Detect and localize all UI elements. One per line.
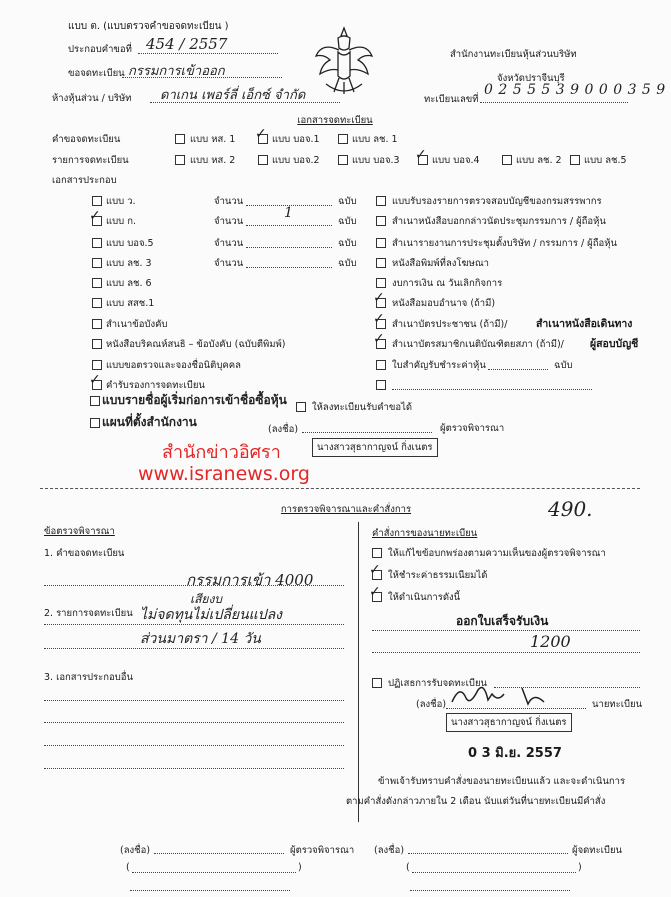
docs-label: เอกสารประกอบ: [52, 175, 117, 186]
doc-label: หนังสือบริคณห์สนธิ – ข้อบังคับ (ฉบับตีพิมพ์): [106, 339, 286, 350]
doc-label: แบบรับรองรายการตรวจสอบบัญชีของกรมสรรพากร: [392, 196, 602, 207]
footer-right-role: ผู้จดทะเบียน: [572, 845, 623, 856]
order-label: ให้ชำระค่าธรรมเนียมได้: [388, 570, 488, 581]
req-row-label: คำขอจดทะเบียน: [52, 134, 121, 145]
checkbox-item-boj2[interactable]: [258, 155, 268, 165]
qty-line[interactable]: [246, 247, 332, 248]
qty-unit: ฉบับ: [338, 238, 357, 249]
doc-label: แบบ ลช. 6: [106, 278, 152, 289]
qty-line[interactable]: [246, 267, 332, 268]
qty-label: จำนวน: [214, 196, 244, 207]
qty-value[interactable]: 1: [284, 205, 293, 221]
order-label: ให้แก้ไขข้อบกพร่องตามความเห็นของผู้ตรวจพิจารณา: [388, 548, 606, 559]
checkbox-item-boj3[interactable]: [338, 155, 348, 165]
check-mark-icon: ✓: [255, 126, 267, 142]
footer-left-date-line[interactable]: [130, 890, 290, 891]
qty-unit: ฉบับ: [338, 258, 357, 269]
form-code: แบบ ต. (แบบตรวจคำขอจดทะเบียน ): [68, 21, 229, 32]
req-opt-hs1: แบบ หส. 1: [190, 134, 236, 145]
checkbox-notify[interactable]: [296, 402, 306, 412]
checkbox-doc-newspaper[interactable]: [376, 258, 386, 268]
checkbox-order-fix[interactable]: [372, 548, 382, 558]
checkbox-doc-minutes[interactable]: [376, 238, 386, 248]
review-item-label: 2. รายการจดทะเบียน: [44, 608, 133, 619]
watermark-url: www.isranews.org: [138, 463, 310, 485]
doc-id-extra: สำเนาหนังสือเดินทาง: [536, 318, 633, 330]
review-line: [44, 745, 344, 746]
garuda-emblem-icon: [312, 24, 376, 98]
item-opt-boj2: แบบ บอจ.2: [272, 155, 320, 166]
req-opt-boj1: แบบ บอจ.1: [272, 134, 320, 145]
footer-right-name-line[interactable]: [412, 872, 576, 873]
item-opt-boj3: แบบ บอจ.3: [352, 155, 400, 166]
sign-label: (ลงชื่อ): [416, 699, 447, 710]
checkbox-doc-boj5[interactable]: [92, 238, 102, 248]
doc-label: สำเนาข้อบังคับ: [106, 319, 168, 330]
doc-cpa-extra: ผู้สอบบัญชี: [590, 338, 639, 350]
watermark-text: สำนักข่าวอิศรา: [162, 442, 281, 463]
doc-label: หนังสือมอบอำนาจ (ถ้ามี): [392, 298, 496, 309]
company-value[interactable]: ดาเกน เพอร์ลี่ เอ็กซ์ จำกัด: [160, 88, 306, 103]
ack-line-1: ข้าพเจ้ารับทราบคำสั่งของนายทะเบียนแล้ว และจะดำเนินการ: [378, 776, 626, 787]
doc-label: สำเนาหนังสือบอกกล่าวนัดประชุมกรรมการ / ผู้ถือหุ้น: [392, 216, 606, 227]
checkbox-item-lch5[interactable]: [570, 155, 580, 165]
review-line: [44, 624, 344, 625]
date-stamp: 0 3 มิ.ย. 2557: [468, 746, 562, 761]
checkbox-doc-founders[interactable]: [90, 396, 100, 406]
doc-label: สำเนาบัตรสมาชิกเนติบัณฑิตยสภา (ถ้ามี)/: [392, 339, 564, 350]
review-item-label: 1. คำขอจดทะเบียน: [44, 548, 125, 559]
qty-label: จำนวน: [214, 258, 244, 269]
checkbox-doc-w[interactable]: [92, 196, 102, 206]
review-line: [44, 768, 344, 769]
qty-unit: ฉบับ: [338, 216, 357, 227]
check-mark-icon: ✓: [369, 584, 381, 600]
review-line: [44, 700, 344, 701]
qty-label: จำนวน: [214, 216, 244, 227]
receipt-qty-line[interactable]: [488, 369, 548, 370]
reg-type-value[interactable]: กรรมการเข้าออก: [128, 64, 225, 79]
check-mark-icon: ✓: [89, 372, 101, 388]
footer-sign-label: (ลงชื่อ): [374, 845, 405, 856]
registrar-label: นายทะเบียน: [592, 699, 643, 710]
order-label: ให้ดำเนินการดังนี้: [388, 592, 461, 603]
checkbox-doc-name-reserve[interactable]: [92, 360, 102, 370]
other-doc-line[interactable]: [392, 389, 592, 390]
checkbox-doc-map[interactable]: [90, 418, 100, 428]
footer-right-name-open: (: [406, 862, 410, 873]
item-opt-boj4: แบบ บอจ.4: [432, 155, 480, 166]
ack-line-2: ตามคำสั่งดังกล่าวภายใน 2 เดือน นับแต่วันที่นายทะเบียนมีคำสั่ง: [346, 796, 606, 807]
doc-label: สำเนารายงานการประชุมตั้งบริษัท / กรรมการ / ผู้ถือหุ้น: [392, 238, 617, 249]
qty-line[interactable]: [246, 225, 332, 226]
doc-label: แบบ สสช.1: [106, 298, 155, 309]
check-mark-icon: ✓: [373, 331, 385, 347]
request-no-label: ประกอบคำขอที่: [68, 44, 132, 55]
doc-label: คำรับรองการจดทะเบียน: [106, 380, 205, 391]
check-mark-icon: ✓: [373, 311, 385, 327]
receipt-unit: ฉบับ: [554, 360, 573, 371]
checkbox-req-lch1[interactable]: [338, 134, 348, 144]
review-left-title: ข้อตรวจพิจารณา: [44, 526, 115, 537]
checkbox-doc-receipt[interactable]: [376, 360, 386, 370]
checkbox-doc-ssch1[interactable]: [92, 298, 102, 308]
footer-right-name-close: ): [578, 862, 582, 873]
extra-doc-map: แผนที่ตั้งสำนักงาน: [102, 415, 197, 429]
receipt-stamp: ออกใบเสร็จรับเงิน: [456, 614, 549, 628]
registrar-sign-line[interactable]: [446, 708, 586, 709]
qty-label: จำนวน: [214, 238, 244, 249]
company-label: ห้างหุ้นส่วน / บริษัท: [52, 93, 132, 104]
checkbox-doc-notice[interactable]: [376, 216, 386, 226]
doc-label: แบบ ว.: [106, 196, 136, 207]
request-no-value[interactable]: 454 / 2557: [146, 35, 228, 53]
notify-label: ให้ลงทะเบียนรับคำขอได้: [312, 402, 413, 413]
review-item-hw[interactable]: ส่วนมาตรา / 14 วัน: [140, 631, 261, 647]
review-item-label: 3. เอกสารประกอบอื่น: [44, 672, 133, 683]
review-title: การตรวจพิจารณาและคำสั่งการ: [280, 504, 412, 515]
order-line: [372, 652, 640, 653]
reviewer-sign-line[interactable]: [302, 432, 432, 433]
check-mark-icon: ✓: [369, 562, 381, 578]
footer-right-date-line[interactable]: [410, 890, 570, 891]
doc-label: สำเนาบัตรประชาชน (ถ้ามี)/: [392, 319, 508, 330]
item-row-label: รายการจดทะเบียน: [52, 155, 129, 166]
check-mark-icon: ✓: [415, 147, 427, 163]
checkbox-doc-moa[interactable]: [92, 339, 102, 349]
checkbox-doc-other[interactable]: [376, 380, 386, 390]
footer-left-name-line[interactable]: [132, 872, 296, 873]
footer-right-sign-line[interactable]: [408, 853, 568, 854]
doc-label: แบบขอตรวจและจองชื่อนิติบุคคล: [106, 360, 241, 371]
checkbox-req-hs1[interactable]: [175, 134, 185, 144]
doc-label: แบบ ลช. 3: [106, 258, 152, 269]
registrar-name-stamp: นางสาวสุธากาญจน์ กิ่งเนตร: [446, 713, 572, 732]
qty-unit: ฉบับ: [338, 196, 357, 207]
reg-type-label: ขอจดทะเบียน: [68, 68, 125, 79]
review-line: [44, 722, 344, 723]
check-mark-icon: ✓: [89, 208, 101, 224]
footer-left-name-close: ): [298, 862, 302, 873]
review-item-note: เสียงบ: [190, 592, 222, 606]
reg-no-line: [480, 102, 628, 103]
item-opt-lch2: แบบ ลช. 2: [516, 155, 562, 166]
review-line: [44, 585, 344, 586]
reviewer-label: ผู้ตรวจพิจารณา: [440, 423, 505, 434]
reg-no-label: ทะเบียนเลขที่: [424, 94, 479, 105]
signature-icon: [448, 680, 558, 710]
province: จังหวัดปราจีนบุรี: [497, 73, 565, 84]
sign-label: (ลงชื่อ): [268, 424, 299, 435]
review-item-hw[interactable]: ไม่จดทุนไม่เปลี่ยนแปลง: [140, 607, 282, 623]
reviewer-name-stamp: นางสาวสุธากาญจน์ กิ่งเนตร: [312, 438, 438, 457]
review-right-title: คำสั่งการของนายทะเบียน: [372, 528, 478, 539]
doc-label: แบบ ก.: [106, 216, 136, 227]
doc-label: งบการเงิน ณ วันเลิกกิจการ: [392, 278, 503, 289]
checkbox-item-lch2[interactable]: [502, 155, 512, 165]
doc-label: แบบ บอจ.5: [106, 238, 154, 249]
doc-label: หนังสือพิมพ์ที่ลงโฆษณา: [392, 258, 489, 269]
checkbox-doc-bylaws[interactable]: [92, 319, 102, 329]
checkbox-doc-financial[interactable]: [376, 278, 386, 288]
reject-label: ปฏิเสธการรับจดทะเบียน: [388, 678, 488, 689]
footer-left-name-open: (: [126, 862, 130, 873]
receipt-amount: 1200: [530, 632, 571, 651]
review-line: [44, 648, 344, 649]
column-divider: [358, 522, 359, 822]
checkbox-item-hs2[interactable]: [175, 155, 185, 165]
checkbox-doc-lch6[interactable]: [92, 278, 102, 288]
office-name: สำนักงานทะเบียนหุ้นส่วนบริษัท: [450, 49, 577, 60]
checkbox-doc-lch3[interactable]: [92, 258, 102, 268]
review-item-hw[interactable]: กรรมการเข้า 4000: [186, 571, 314, 589]
request-no-line: [138, 53, 278, 54]
extra-doc-founders: แบบรายชื่อผู้เริ่มก่อการเข้าชื่อซื้อหุ้น: [102, 393, 287, 407]
item-opt-lch5: แบบ ลช.5: [584, 155, 627, 166]
footer-left-sign-line[interactable]: [154, 853, 284, 854]
section-divider: [40, 488, 640, 489]
checkbox-doc-tax[interactable]: [376, 196, 386, 206]
fee-handwritten: 490.: [548, 497, 593, 521]
section-title: เอกสารจดทะเบียน: [297, 115, 373, 126]
footer-sign-label: (ลงชื่อ): [120, 845, 151, 856]
item-opt-hs2: แบบ หส. 2: [190, 155, 236, 166]
footer-left-role: ผู้ตรวจพิจารณา: [290, 845, 355, 856]
check-mark-icon: ✓: [373, 290, 385, 306]
order-line: [372, 630, 640, 631]
checkbox-order-reject[interactable]: [372, 678, 382, 688]
req-opt-lch1: แบบ ลช. 1: [352, 134, 398, 145]
doc-label: ใบสำคัญรับชำระค่าหุ้น: [392, 360, 486, 371]
reg-no-value[interactable]: 0 2 5 5 5 3 9 0 0 0 3 5 9: [484, 82, 666, 98]
